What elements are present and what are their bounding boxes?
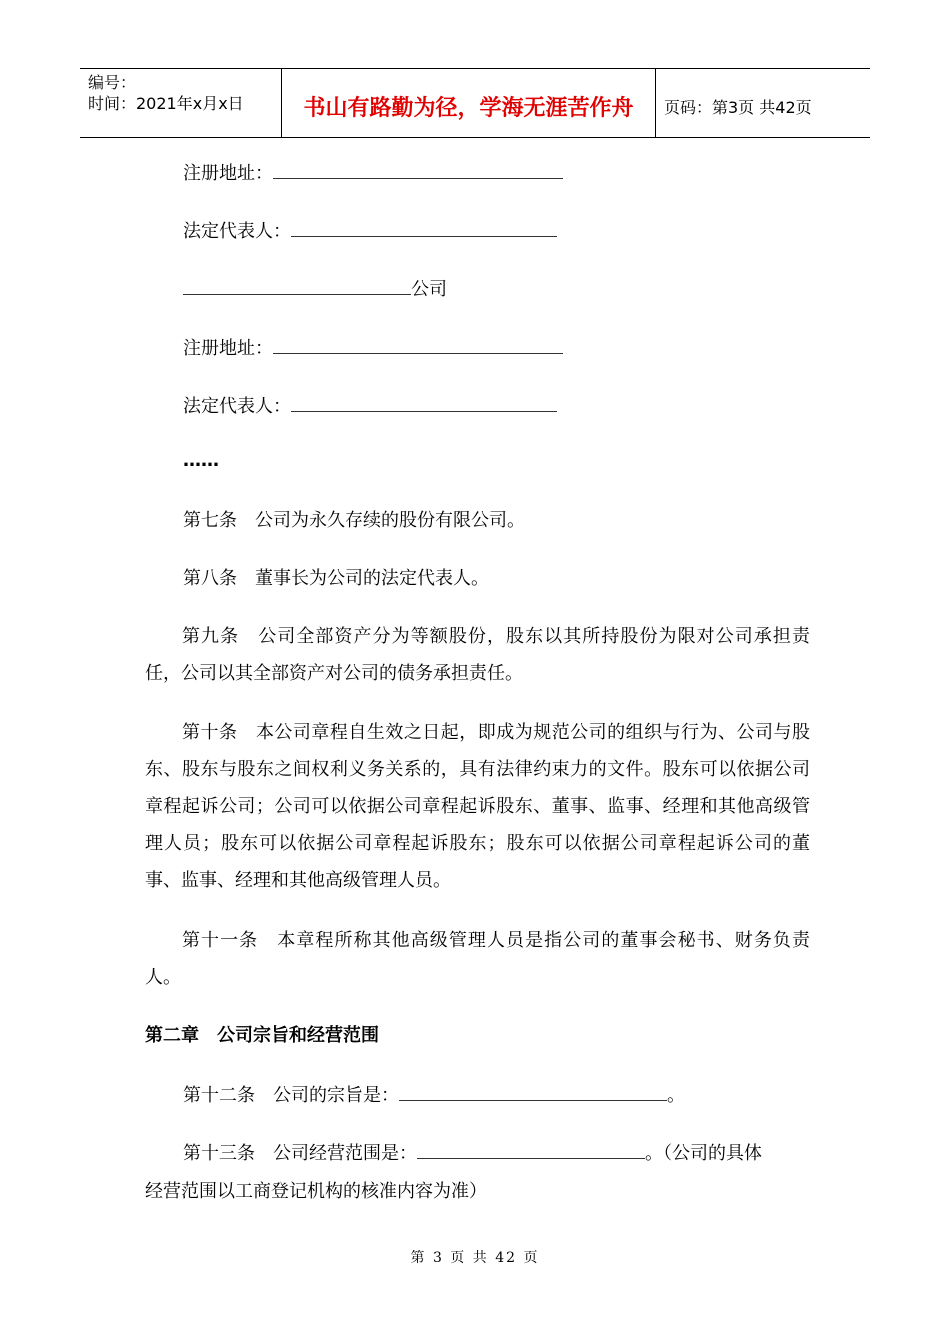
article-13-prefix: 第十三条 公司经营范围是： [183,1143,417,1164]
reg-address-label: 注册地址： [183,163,273,184]
company-suffix: 公司 [411,279,447,300]
header-page-info: 页码：第3页 共42页 [664,97,812,117]
legal-rep-line-2 [183,393,557,419]
reg-address-line-2 [183,335,563,361]
blank-underline [273,335,563,354]
header-meta [80,69,282,137]
header-motto: 书山有路勤为径，学海无涯苦作舟 [282,69,656,137]
article-13 [183,1140,762,1166]
blank-underline [291,218,557,237]
article-8: 第八条 董事长为公司的法定代表人。 [183,568,489,589]
article-12 [183,1082,685,1108]
time-label: 时间：2021年x月x日 [88,94,244,113]
chapter-2-heading: 第二章 公司宗旨和经营范围 [145,1025,379,1046]
number-label: 编号： [88,73,137,92]
blank-underline [291,393,557,412]
page-footer: 第 3 页 共 42 页 [410,1250,540,1266]
article-9: 第九条 公司全部资产分为等额股份，股东以其所持股份为限对公司承担责任，公司以其全部资产对公司的债务承担责任。 [145,626,810,684]
article-11: 第十一条 本章程所称其他高级管理人员是指公司的董事会秘书、财务负责人。 [145,930,810,988]
blank-underline [417,1140,645,1159]
blank-underline [399,1082,667,1101]
reg-address-label: 注册地址： [183,338,273,359]
article-13-suffix: 。（公司的具体 [645,1143,762,1164]
article-10: 第十条 本公司章程自生效之日起，即成为规范公司的组织与行为、公司与股东、股东与股东之间权利义务关系的，具有法律约束力的文件。股东可以依据公司章程起诉公司；公司可以依据公司章程起诉股东、董事、监事、经理和其他高级管理人员；股东可以依据公司章程起诉股东；股东可以依据公司章程起诉公司的董事、监事、经理和其他高级管理人员。 [145,722,810,891]
article-7: 第七条 公司为永久存续的股份有限公司。 [183,510,525,531]
page-header [80,68,870,138]
article-13-continuation: 经营范围以工商登记机构的核准内容为准） [145,1181,487,1202]
legal-rep-line-1 [183,218,557,244]
legal-rep-label: 法定代表人： [183,396,291,417]
blank-underline [183,276,411,295]
article-12-suffix: 。 [667,1085,685,1106]
ellipsis: …… [183,450,219,471]
article-12-prefix: 第十二条 公司的宗旨是： [183,1085,399,1106]
blank-underline [273,160,563,179]
reg-address-line-1 [183,160,563,186]
legal-rep-label: 法定代表人： [183,221,291,242]
company-name-line [183,276,447,302]
